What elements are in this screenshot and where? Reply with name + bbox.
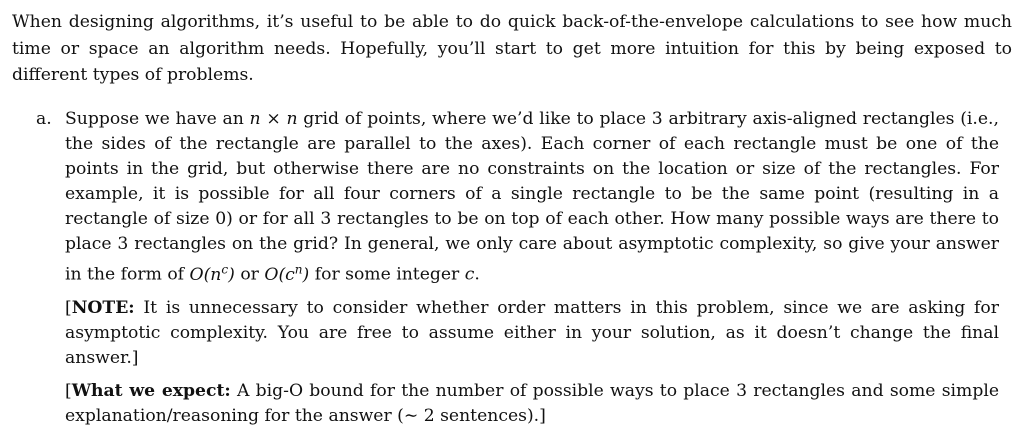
expect-text: A big-O bound for the number of possible ways to place 3 rectangles and some simple explanation/reasoning for the answer (∼ 2 sentences).]	[65, 380, 999, 426]
expectation-paragraph	[65, 379, 999, 429]
note-text: It is unnecessary to consider whether order matters in this problem, since we are asking for asymptotic complexity. You are free to assume either in your solution, as it doesn’t change the final answer.]	[65, 297, 999, 368]
intro-paragraph: When designing algorithms, it’s useful to be able to do quick back-of-the-envelope calculations to see how much time or space an algorithm needs. Hopefully, you’ll start to get more intuition for this by being exposed to different types of problems.	[12, 12, 1012, 85]
part-a-question	[65, 107, 999, 288]
part-a-label: a.	[36, 109, 52, 129]
math-grid-size: n × n	[249, 109, 298, 129]
math-exponential-bound: $O(c^n)$	[264, 262, 310, 285]
note-paragraph	[65, 296, 999, 371]
question-text-4: for some integer	[309, 264, 465, 285]
question-text-1: Suppose we have an	[65, 109, 250, 129]
question-text-5: .	[474, 264, 480, 285]
math-integer-c: c	[464, 264, 475, 285]
expect-label: What we expect:	[71, 380, 231, 401]
expect-open-bracket: [	[65, 380, 72, 401]
part-a-body	[65, 107, 999, 429]
question-text-2: grid of points, where we’d like to place 3 arbitrary axis-aligned rectangles (i.e., the sides of the rectangle are parallel to the axes). Each corner of each rectangle must be one of the points in the grid, but otherwise there are no constraints on the location or size of the rectangles. For example, it is possible for all four corners of a single rectangle to be the same point (resulting in a rectangle of size 0) or for all 3 rectangles to be on top of each other. How many possible ways are there to place 3 rectangles on the grid? In general, we only care about asymptotic complexity, so give your answer in the form of	[65, 109, 999, 285]
math-polynomial-bound: $O(n^c)$	[189, 262, 235, 285]
question-text-3: or	[234, 264, 265, 285]
note-open-bracket: [	[65, 297, 72, 318]
note-label: NOTE:	[71, 297, 135, 318]
